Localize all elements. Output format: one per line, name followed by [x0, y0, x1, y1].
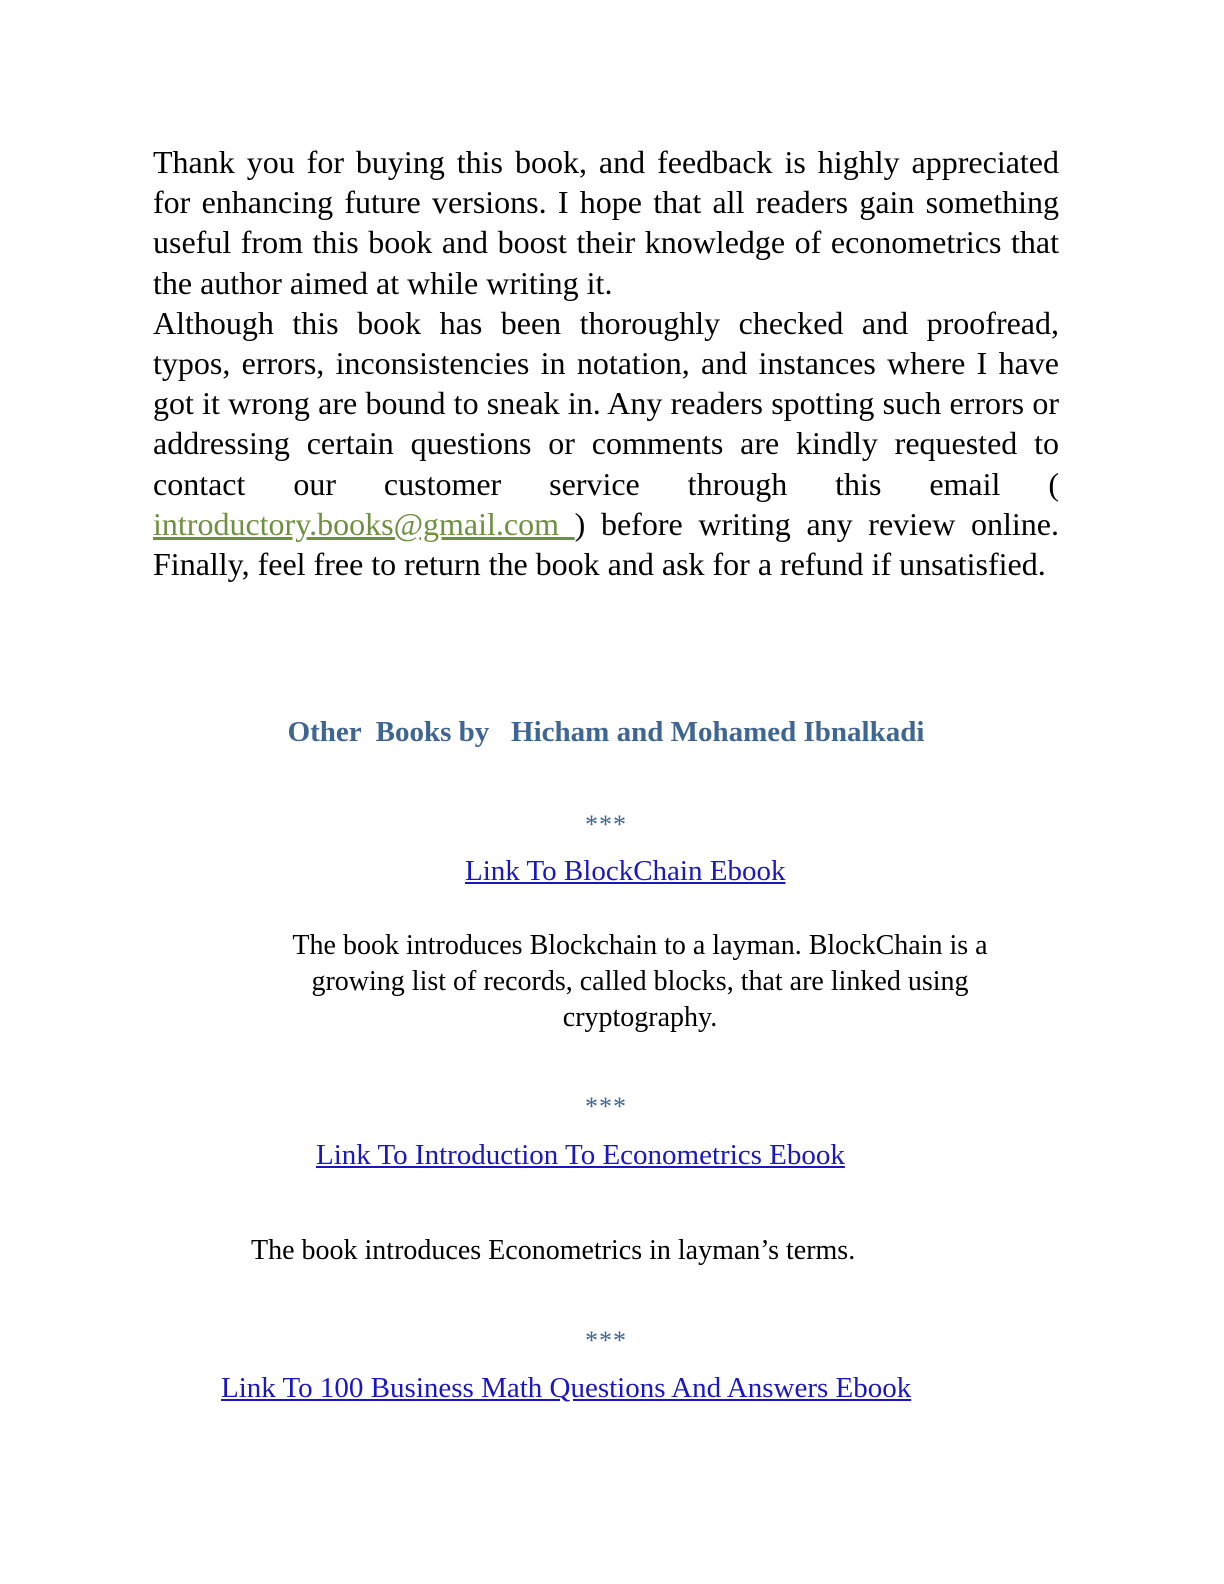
- intro-paragraph-thanks: Thank you for buying this book, and feedback is highly appreciated for enhancing future versions. I hope that all readers gain something useful from this book and boost their knowledge of econometrics that the author aimed at while writing it.: [153, 144, 1059, 301]
- econometrics-ebook-link[interactable]: Link To Introduction To Econometrics Ebook: [316, 1139, 845, 1171]
- separator-stars: ***: [585, 810, 627, 839]
- econometrics-ebook-description: The book introduces Econometrics in layman’s terms.: [251, 1235, 856, 1266]
- blockchain-ebook-description: The book introduces Blockchain to a layman. BlockChain is a growing list of records, called blocks, that are linked using cryptography.: [292, 930, 988, 1033]
- intro-paragraph-errata: [153, 303, 1059, 584]
- blockchain-ebook-link[interactable]: Link To BlockChain Ebook: [465, 855, 786, 887]
- intro-text: [153, 142, 1059, 584]
- other-books-heading: Other Books by Hicham and Mohamed Ibnalkadi: [287, 716, 925, 748]
- separator-stars: ***: [585, 1092, 627, 1121]
- business-math-ebook-link[interactable]: Link To 100 Business Math Questions And Answers Ebook: [221, 1372, 912, 1404]
- separator-stars: ***: [585, 1326, 627, 1355]
- support-email-link[interactable]: introductory.books@gmail.com: [153, 505, 575, 542]
- errata-text-before-email: Although this book has been thoroughly checked and proofread, typos, errors, inconsistencies in notation, and instances where I have got it wrong are bound to sneak in. Any readers spotting such errors or addressing certain questions or comments are kindly requested to contact our customer service through this email (: [153, 304, 1059, 502]
- errata-text-after-email: ) before writing any review online. Finally, feel free to return the book and ask for a refund if unsatisfied.: [153, 505, 1059, 583]
